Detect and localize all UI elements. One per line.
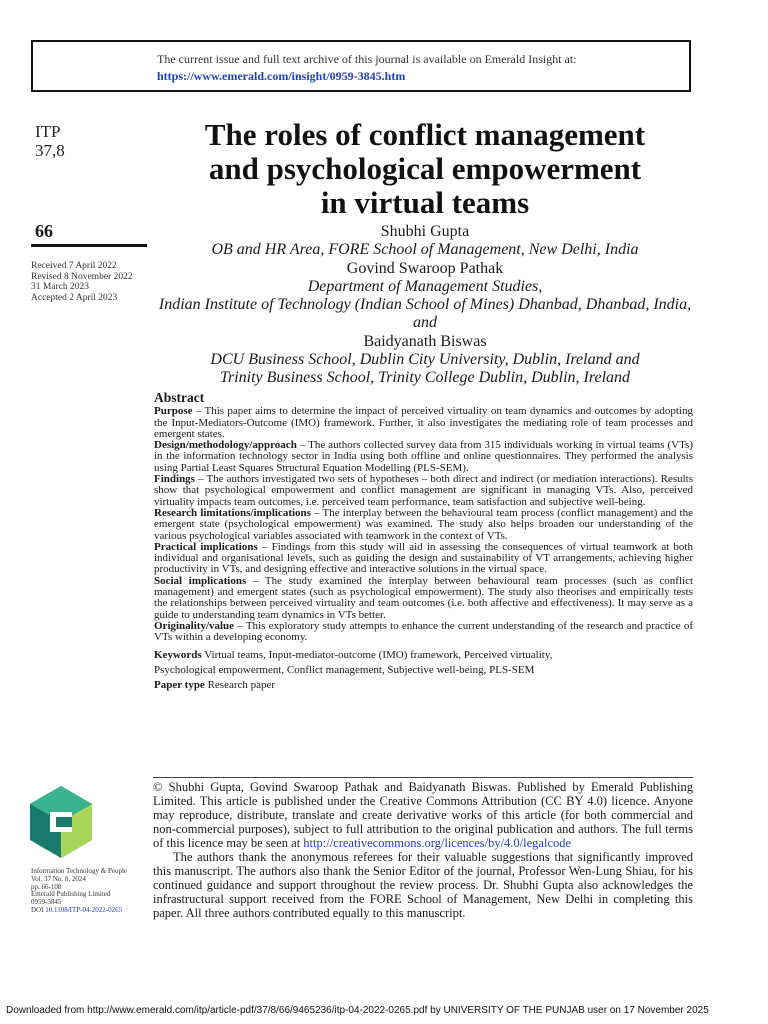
citation-volume: Vol. 37 No. 8, 2024 — [31, 874, 86, 883]
purpose-label: Purpose — [154, 405, 193, 418]
design-label: Design/methodology/approach — [154, 439, 297, 452]
acknowledgement-paragraph: The authors thank the anonymous referees for their valuable suggestions that significantly improved this manuscript. The authors also thank the Senior Editor of the journal, Professor Wen-Lung Shiau, for his continued guidance and support throughout the review process. Dr. Shubhi Gupta also acknowledges the infrastructural support received from the FORE School of Management, New Delhi in completing this paper. All three authors contributed equally to this manuscript. — [153, 850, 693, 920]
paper-type-label: Paper type — [154, 678, 205, 691]
citation-doi — [31, 907, 149, 915]
title-line-1: The roles of conflict management — [204, 117, 646, 152]
practical-text: – Findings from this study will aid in assessing the consequences of virtual teamwork at both individual and organisational levels, such as guiding the design and sustainability of VT arrangements, achieving higher productivity in VTs, and designing effective and interactive solutions in the virtual space. — [154, 540, 693, 576]
abstract-originality — [154, 621, 693, 644]
purpose-text: – This paper aims to determine the impact of perceived virtuality on team dynamics and outcomes by adopting the Input-Mediators-Outcome (IMO) framework. Further, it also investigates the mediating role of team processes and emergent states. — [154, 405, 693, 440]
abstract-purpose — [154, 406, 693, 440]
abstract-heading: Abstract — [154, 390, 205, 405]
abstract-practical — [154, 542, 693, 576]
social-label: Social implications — [154, 574, 247, 587]
abstract-design — [154, 440, 693, 474]
article-title — [150, 118, 700, 220]
citation-issn: 0959-3845 — [31, 898, 62, 907]
author-list — [150, 223, 700, 388]
copyright-rule — [153, 777, 693, 778]
findings-label: Findings — [154, 473, 195, 486]
journal-link[interactable]: https://www.emerald.com/insight/0959-3845.htm — [157, 69, 406, 83]
copyright-paragraph — [153, 780, 693, 850]
abstract-research — [154, 508, 693, 542]
licence-link[interactable]: http://creativecommons.org/licences/by/4.0/legalcode — [303, 836, 572, 850]
emerald-logo-icon — [30, 786, 92, 858]
research-label: Research limitations/implications — [154, 506, 311, 519]
copyright-notice — [153, 780, 693, 920]
date-revised: Revised 8 November 2022 — [31, 271, 133, 282]
keywords-block — [154, 648, 693, 693]
copyright-text: © Shubhi Gupta, Govind Swaroop Pathak and Baidyanath Biswas. Published by Emerald Publishing Limited. This article is published under the Creative Commons Attribution (CC BY 4.0) licence. Anyone may reproduce, distribute, translate and create derivative works of this article (for both commercial and non-commercial purposes), subject to full attribution to the original publication and authors. The full terms of this licence may be seen at — [153, 780, 693, 850]
originality-text: – This exploratory study attempts to enhance the current understanding of the research and practice of VTs within a developing economy. — [154, 619, 693, 644]
paper-type — [154, 678, 693, 693]
author-affiliation-3b: Trinity Business School, Trinity College Dublin, Dublin, Ireland — [219, 369, 631, 387]
journal-volume-issue: 37,8 — [35, 141, 65, 160]
social-text: – The study examined the interplay between behavioural team processes (such as conflict management) and emergent states (such as psychological empowerment). The study also theorises and empirically tests the relationships between perceived virtuality and team outcomes (i.e. both affective and effectiveness). It may serve as a guide to understanding team dynamics in VTs better. — [154, 574, 694, 621]
citation-publisher: Emerald Publishing Limited — [31, 890, 111, 899]
research-text: – The interplay between the behavioural team process (conflict management) and the emergent state (psychological empowerment) was examined. The study also helps broaden our understanding of the various psychological variables associated with teamwork in the context of VTs. — [154, 506, 693, 542]
journal-access-banner — [31, 40, 691, 92]
date-accepted: Accepted 2 April 2023 — [31, 292, 118, 303]
citation-pages: pp. 66-108 — [31, 882, 62, 891]
doi-label: DOI — [31, 905, 46, 914]
abstract-social — [154, 576, 693, 621]
keywords-label: Keywords — [154, 648, 202, 661]
author-affiliation-1: OB and HR Area, FORE School of Management, New Delhi, India — [211, 241, 639, 259]
practical-label: Practical implications — [154, 540, 258, 553]
title-line-2: and psychological empowerment — [208, 151, 642, 186]
keywords-text-1: Virtual teams, Input-mediator-outcome (IMO) framework, Perceived virtuality, — [201, 648, 553, 661]
journal-abbrev: ITP — [35, 122, 61, 141]
page-number: 66 — [35, 221, 53, 241]
title-line-3: in virtual teams — [320, 185, 530, 220]
download-footer: Downloaded from http://www.emerald.com/itp/article-pdf/37/8/66/9465236/itp-04-2022-0265.pdf by UNIVERSITY OF THE PUNJAB user on 17 November 2025 — [6, 1005, 709, 1016]
journal-code — [35, 122, 65, 160]
keywords-line-2: Psychological empowerment, Conflict management, Subjective well-being, PLS-SEM — [154, 663, 535, 676]
abstract-findings — [154, 474, 693, 508]
abstract-section — [154, 392, 693, 693]
journal-citation — [31, 868, 149, 915]
paper-type-text: Research paper — [204, 678, 276, 691]
margin-rule — [31, 244, 147, 247]
author-name-3: Baidyanath Biswas — [363, 332, 487, 350]
banner-text: The current issue and full text archive of this journal is available on Emerald Insight at: — [157, 52, 577, 66]
submission-dates — [31, 261, 133, 303]
design-text: – The authors collected survey data from 315 individuals working in virtual teams (VTs) in the information technology sector in India using both offline and online questionnaires. They performed the analysis using Partial Least Squares Structural Equation Modelling (PLS-SEM). — [154, 439, 693, 474]
citation-journal: Information Technology & People — [31, 867, 128, 875]
author-name-1: Shubhi Gupta — [380, 223, 470, 240]
author-affiliation-3a: DCU Business School, Dublin City University, Dublin, Ireland and — [210, 351, 640, 369]
author-affiliation-2a: Department of Management Studies, — [307, 277, 543, 295]
findings-text: – The authors investigated two sets of hypotheses – both direct and indirect (or mediation interactions). Results show that psychological empowerment and conflict management are significant in managing VTs. Also, perceived virtuality impacts team outcomes, i.e. perceived team performance, team satisfaction and subjective well-being. — [154, 473, 693, 508]
author-name-2: Govind Swaroop Pathak — [346, 259, 504, 277]
date-received: Received 7 April 2022 — [31, 261, 117, 271]
logo-center-cut — [56, 817, 72, 827]
doi-link[interactable]: 10.1108/ITP-04-2022-0265 — [45, 905, 123, 914]
originality-label: Originality/value — [154, 619, 235, 632]
author-affiliation-2b: Indian Institute of Technology (Indian School of Mines) Dhanbad, Dhanbad, India, and — [158, 296, 692, 332]
keywords-line-1 — [154, 648, 693, 663]
date-revised-2: 31 March 2023 — [31, 282, 90, 292]
